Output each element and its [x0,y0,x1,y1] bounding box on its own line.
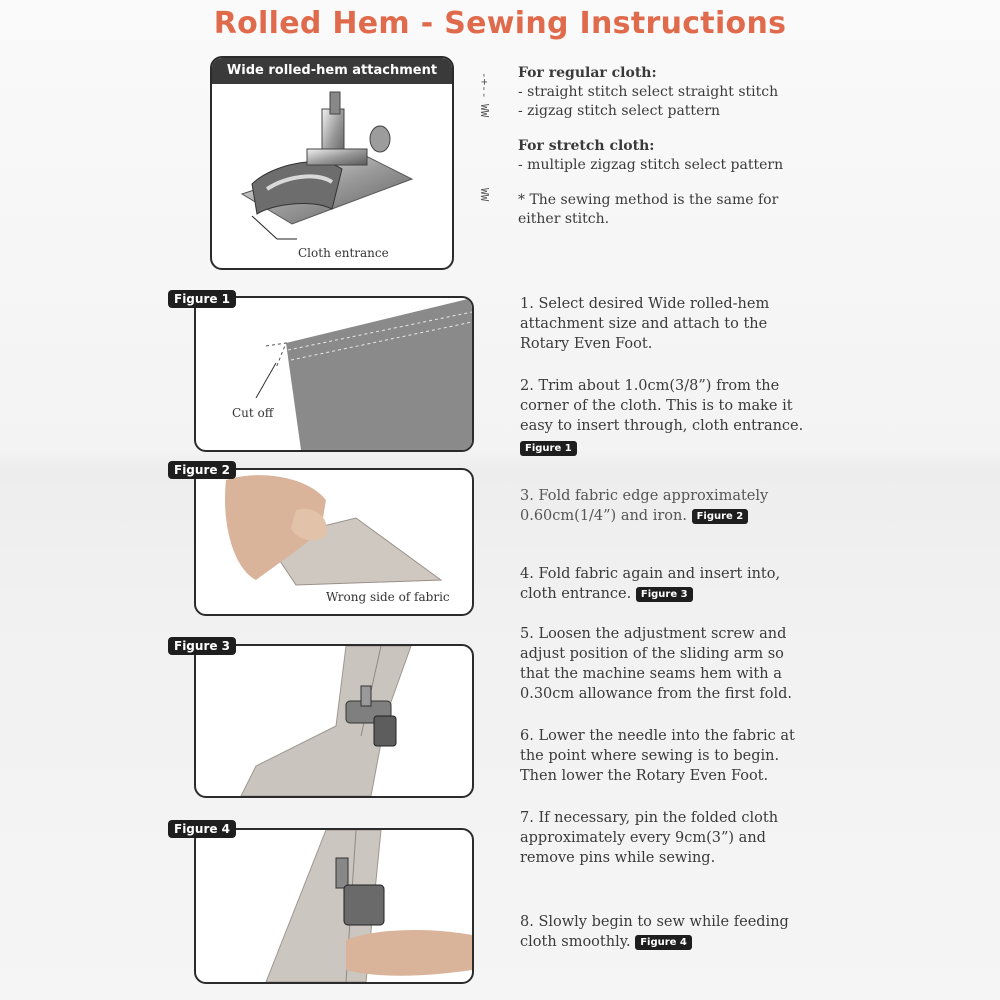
figure-2-panel [194,468,474,616]
step-line: 5. Loosen the adjustment screw and [520,626,787,642]
figure-4-panel [194,828,474,984]
step-1 [520,294,850,354]
figure-1-tag: Figure 1 [168,290,236,308]
step-line: 4. Fold fabric again and insert into, [520,566,781,582]
inserting-fabric-illustration [196,646,472,796]
figure-ref: Figure 1 [520,441,577,456]
step-4 [520,564,850,604]
step-line: 6. Lower the needle into the fabric at [520,728,795,744]
step-2 [520,376,850,458]
step-line: approximately every 9cm(3”) and [520,830,766,846]
trimmed-cloth-illustration [196,298,472,450]
figure-2-tag: Figure 2 [168,461,236,479]
method-note: * The sewing method is the same for [518,192,779,208]
cloth-info [518,64,848,229]
step-line: 3. Fold fabric edge approximately [520,488,769,504]
step-line: corner of the cloth. This is to make it [520,398,793,414]
step-line: 0.30cm allowance from the first fold. [520,686,792,702]
figure-ref: Figure 2 [692,509,749,524]
step-8 [520,912,850,952]
method-note: either stitch. [518,211,610,227]
cloth-entrance-label: Cloth entrance [298,246,389,260]
step-line: cloth entrance. [520,586,632,602]
step-line: that the machine seams hem with a [520,666,782,682]
sewing-hem-illustration [196,830,472,982]
step-line: adjust position of the sliding arm so [520,646,784,662]
rolled-hem-foot-illustration [212,84,452,268]
regular-item: - straight stitch select straight stitch [518,84,779,100]
step-line: Then lower the Rotary Even Foot. [520,768,769,784]
step-line: 2. Trim about 1.0cm(3/8”) from the [520,378,780,394]
page-title: Rolled Hem - Sewing Instructions [213,6,787,41]
regular-item: - zigzag stitch select pattern [518,103,721,119]
step-line: the point where sewing is to begin. [520,748,780,764]
figure-1-panel [194,296,474,452]
attachment-panel [210,56,454,270]
figure-4-tag: Figure 4 [168,820,236,838]
figure-2-caption: Wrong side of fabric [326,590,450,604]
multi-zigzag-stitch-icon: WW [478,188,491,202]
attachment-header: Wide rolled-hem attachment [212,58,452,84]
step-5 [520,624,850,704]
zigzag-stitch-icon: WW [478,104,491,118]
stretch-item: - multiple zigzag stitch select pattern [518,157,784,173]
step-line: attachment size and attach to the [520,316,768,332]
step-3 [520,486,850,526]
figure-1-caption: Cut off [232,406,274,420]
step-6 [520,726,850,786]
figure-ref: Figure 3 [636,587,693,602]
step-line: 7. If necessary, pin the folded cloth [520,810,779,826]
figure-3-panel [194,644,474,798]
step-line: easy to insert through, cloth entrance. [520,418,804,434]
step-line: 0.60cm(1/4”) and iron. [520,508,687,524]
step-line: remove pins while sewing. [520,850,716,866]
figure-ref: Figure 4 [635,935,692,950]
step-line: Rotary Even Foot. [520,336,653,352]
figure-3-tag: Figure 3 [168,637,236,655]
stretch-cloth-heading: For stretch cloth: [518,138,655,154]
regular-cloth-heading: For regular cloth: [518,65,657,81]
straight-stitch-icon: -+-- [478,72,491,99]
step-line: cloth smoothly. [520,934,631,950]
step-line: 1. Select desired Wide rolled-hem [520,296,770,312]
step-line: 8. Slowly begin to sew while feeding [520,914,789,930]
step-7 [520,808,850,868]
